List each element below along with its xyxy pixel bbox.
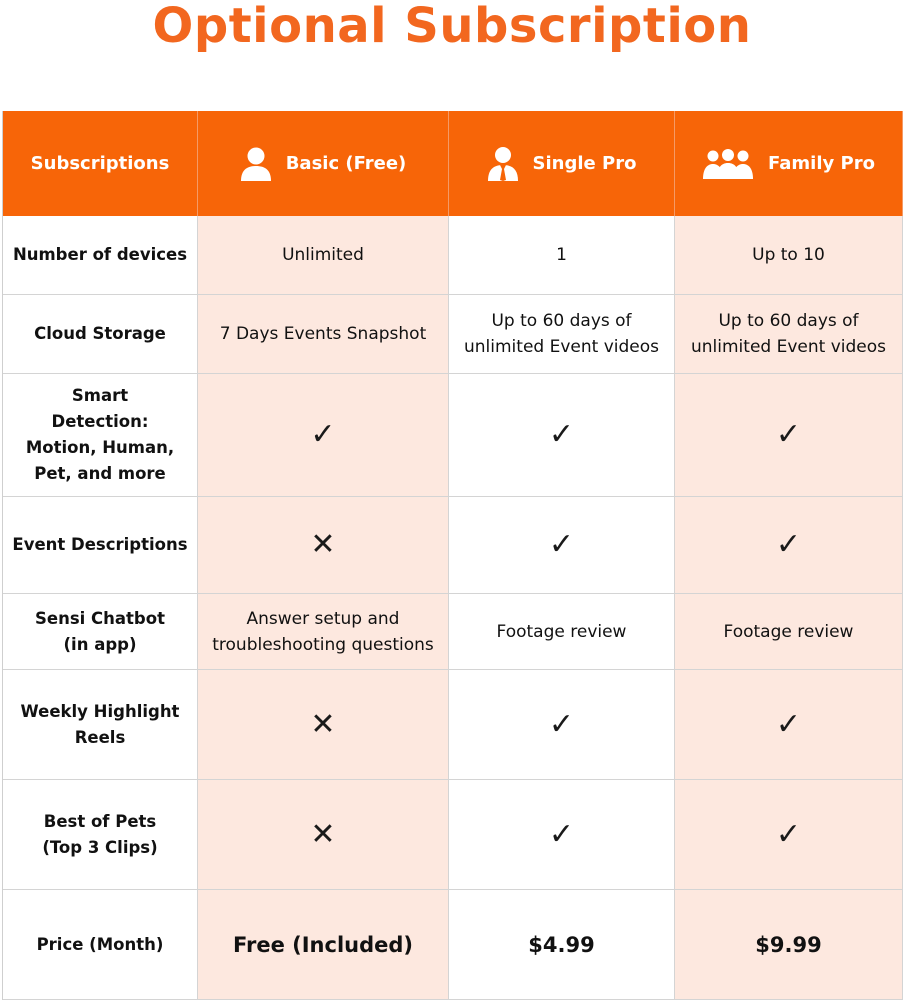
cross-icon: ✕ <box>310 816 336 852</box>
plan-label: Basic (Free) <box>285 152 407 174</box>
cell-single-devices: 1 <box>449 216 675 295</box>
cross-icon: ✕ <box>310 527 336 562</box>
plan-label: Family Pro <box>768 152 875 174</box>
check-icon: ✓ <box>310 417 336 452</box>
cell-basic-detection <box>198 374 449 497</box>
check-icon: ✓ <box>775 816 802 852</box>
feature-cloud-storage: Cloud Storage <box>3 295 198 374</box>
header-subscriptions: Subscriptions <box>3 111 198 216</box>
feature-text: Weekly Highlight Reels <box>20 701 180 747</box>
cell-single-storage <box>449 295 675 374</box>
cell-basic-reels <box>198 670 449 780</box>
feature-sensi-chatbot <box>3 594 198 670</box>
cell-family-devices: Up to 10 <box>675 216 903 295</box>
cell-family-chatbot: Footage review <box>675 594 903 670</box>
cell-family-storage <box>675 295 903 374</box>
check-icon: ✓ <box>548 706 575 742</box>
plan-label: Single Pro <box>532 152 637 174</box>
feature-event-descriptions: Event Descriptions <box>3 497 198 594</box>
cell-basic-storage: 7 Days Events Snapshot <box>198 295 449 374</box>
person-icon <box>240 146 272 182</box>
cross-icon: ✕ <box>310 706 336 742</box>
feature-text: Best of Pets (Top 3 Clips) <box>42 811 158 857</box>
check-icon: ✓ <box>775 417 802 452</box>
cell-single-detection <box>449 374 675 497</box>
cell-basic-chatbot <box>198 594 449 670</box>
cell-text: Answer setup and troubleshooting questions <box>212 608 434 655</box>
price-basic: Free (Included) <box>198 890 449 1000</box>
header-plan-family <box>675 111 903 216</box>
businessman-icon <box>487 146 519 182</box>
check-icon: ✓ <box>548 816 575 852</box>
group-icon <box>702 148 754 180</box>
subscription-table <box>2 111 902 1000</box>
header-plan-basic <box>198 111 449 216</box>
check-icon: ✓ <box>775 527 802 562</box>
cell-text: Up to 60 days of unlimited Event videos <box>464 311 659 357</box>
cell-basic-descriptions <box>198 497 449 594</box>
cell-family-reels <box>675 670 903 780</box>
feature-best-of-pets <box>3 780 198 890</box>
cell-single-chatbot: Footage review <box>449 594 675 670</box>
feature-smart-detection <box>3 374 198 497</box>
cell-family-pets <box>675 780 903 890</box>
check-icon: ✓ <box>548 417 575 452</box>
check-icon: ✓ <box>548 527 575 562</box>
cell-single-reels <box>449 670 675 780</box>
feature-number-of-devices: Number of devices <box>3 216 198 295</box>
check-icon: ✓ <box>775 706 802 742</box>
feature-text: Smart Detection: Motion, Human, Pet, and more <box>25 386 175 483</box>
feature-weekly-highlight-reels <box>3 670 198 780</box>
cell-family-detection <box>675 374 903 497</box>
cell-basic-devices: Unlimited <box>198 216 449 295</box>
price-family: $9.99 <box>675 890 903 1000</box>
cell-family-descriptions <box>675 497 903 594</box>
cell-basic-pets <box>198 780 449 890</box>
price-single: $4.99 <box>449 890 675 1000</box>
cell-single-descriptions <box>449 497 675 594</box>
cell-text: Up to 60 days of unlimited Event videos <box>691 311 886 357</box>
feature-price: Price (Month) <box>3 890 198 1000</box>
header-plan-single <box>449 111 675 216</box>
cell-single-pets <box>449 780 675 890</box>
feature-text: Sensi Chatbot (in app) <box>35 608 165 654</box>
page-title: Optional Subscription <box>152 0 752 54</box>
